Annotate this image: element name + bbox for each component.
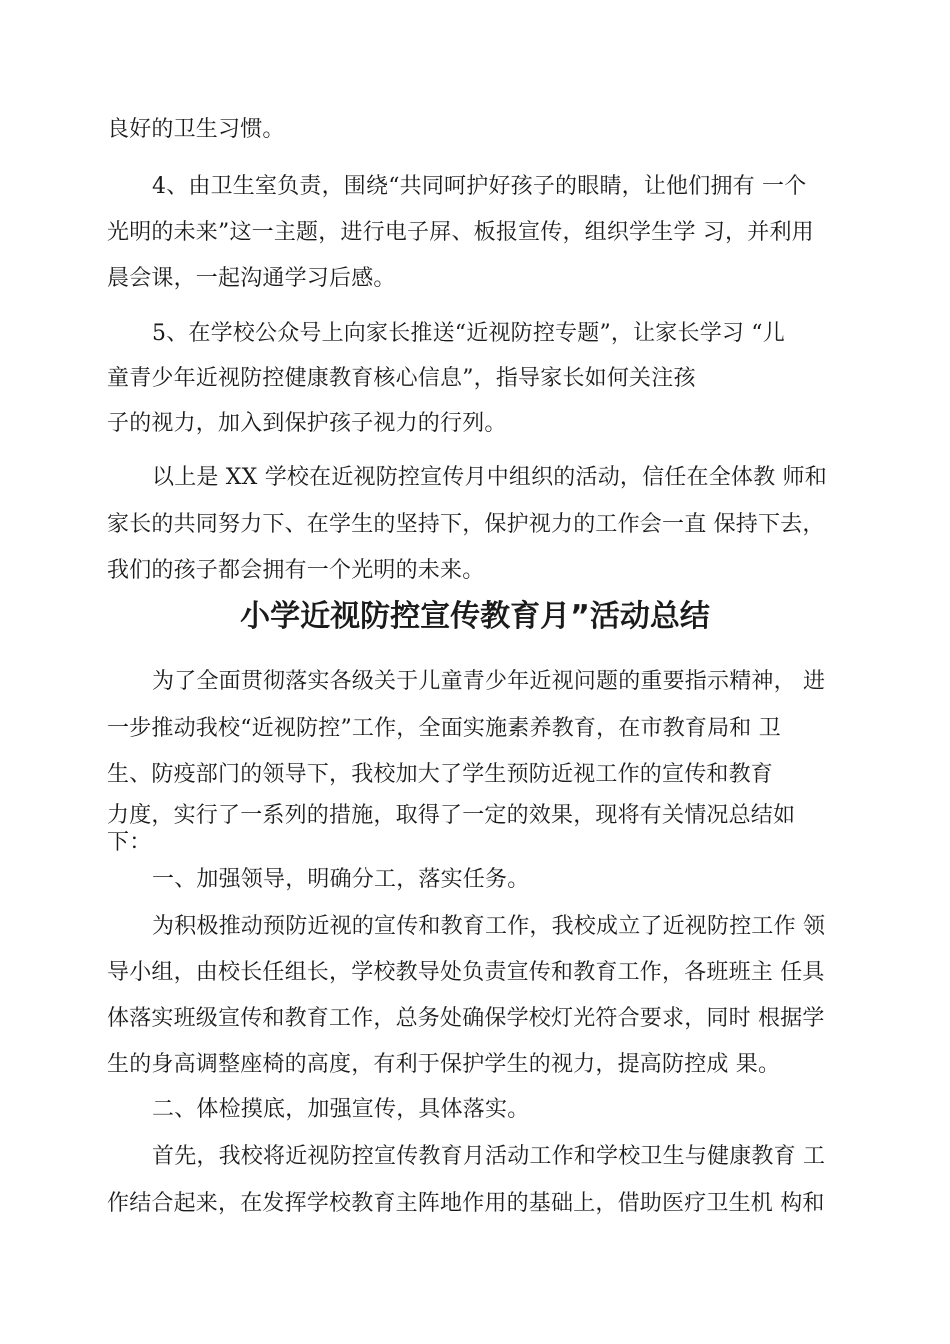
section-title: 小学近视防控宣传教育月”活动总结 (240, 599, 710, 634)
paragraph-line: 为了全面贯彻落实各级关于儿童青少年近视问题的重要指示精神， 进 (152, 669, 826, 694)
paragraph-line: 为积极推动预防近视的宣传和教育工作，我校成立了近视防控工作 领 (152, 914, 826, 939)
paragraph-line: 首先，我校将近视防控宣传教育月活动工作和学校卫生与健康教育 工 (152, 1144, 826, 1169)
paragraph-line: 生、防疫部门的领导下，我校加大了学生预防近视工作的宣传和教育 (107, 762, 774, 787)
paragraph-line: 童青少年近视防控健康教育核心信息”，指导家长如何关注孩 (107, 366, 696, 391)
paragraph-line: 生的身高调整座椅的高度，有利于保护学生的视力，提高防控成 果。 (107, 1052, 781, 1077)
paragraph-line: 下： (107, 830, 152, 855)
paragraph-line: 5、在学校公众号上向家长推送“近视防控专题”，让家长学习 “儿 (152, 321, 785, 346)
paragraph-line: 力度，实行了一系列的措施，取得了一定的效果，现将有关情况总结如 (107, 803, 796, 828)
paragraph-line: 家长的共同努力下、在学生的坚持下，保护视力的工作会一直 保持下去， (107, 512, 825, 537)
paragraph-line: 4、由卫生室负责，围绕“共同呵护好孩子的眼睛，让他们拥有 一个 (152, 174, 807, 199)
paragraph-line: 导小组，由校长任组长，学校教导处负责宣传和教育工作，各班班主 任具 (107, 960, 825, 985)
section-heading: 一、加强领导，明确分工，落实任务。 (152, 867, 530, 892)
paragraph-line: 作结合起来，在发挥学校教育主阵地作用的基础上，借助医疗卫生机 构和 (107, 1191, 825, 1216)
paragraph-line: 一步推动我校“近视防控”工作，全面实施素养教育，在市教育局和 卫 (107, 716, 781, 741)
paragraph-line: 以上是 XX 学校在近视防控宣传月中组织的活动，信任在全体教 师和 (152, 465, 827, 490)
paragraph-line: 良好的卫生习惯。 (107, 117, 285, 142)
paragraph-line: 光明的未来”这一主题，进行电子屏、板报宣传，组织学生学 习，并利用 (107, 220, 814, 245)
paragraph-line: 体落实班级宣传和教育工作，总务处确保学校灯光符合要求，同时 根据学 (107, 1006, 825, 1031)
paragraph-line: 晨会课，一起沟通学习后感。 (107, 266, 396, 291)
paragraph-line: 子的视力，加入到保护孩子视力的行列。 (107, 411, 507, 436)
section-heading: 二、体检摸底，加强宣传，具体落实。 (152, 1097, 530, 1122)
paragraph-line: 我们的孩子都会拥有一个光明的未来。 (107, 558, 485, 583)
